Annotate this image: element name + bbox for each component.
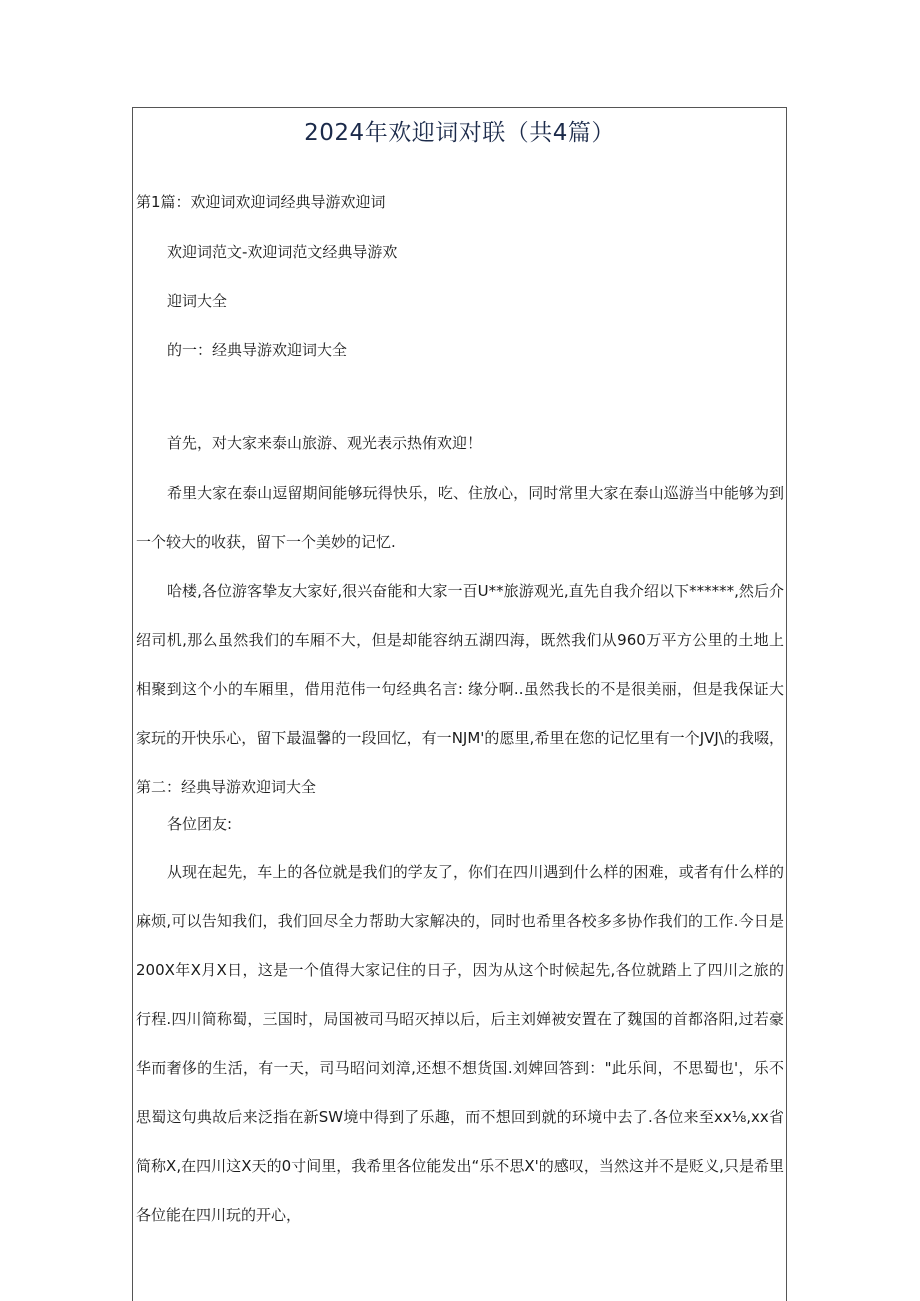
text-line: 的一：经典导游欢迎词大全 — [167, 341, 348, 359]
body-paragraph: 各位团友: — [167, 815, 233, 833]
text-line: 迎词大全 — [167, 292, 228, 310]
text-line: 首先，对大家来泰山旅游、观光表示热侑欢迎！ — [167, 434, 483, 452]
body-paragraph: 希里大家在泰山逗留期间能够玩得快乐，吃、住放心，同时常里大家在泰山巡游当中能够为到一个较大的收获，留下一个美妙的记忆. — [136, 484, 784, 551]
body-paragraph: 哈楼,各位游客挚友大家好,很兴奋能和大家一百U**旅游观光,直先自我介绍以下******,然后介绍司机,那么虽然我们的车厢不大，但是却能容纳五湖四海，既然我们从960万平方公里的土地上相聚到这个小的车厢里，借用范伟一句经典名言: 缘分啊..虽然我长的不是很美丽，但是我保证大家玩的开快乐心，留下最温馨的一段回忆，有一NJM'的愿里,希里在您的记忆里有一个JVJ\的我啜，第二：经典导游欢迎词大全 — [136, 582, 784, 796]
text-line: 欢迎词范文-欢迎词范文经典导游欢 — [167, 243, 398, 261]
section-heading: 第1篇：欢迎词欢迎词经典导游欢迎词 — [136, 193, 386, 211]
body-paragraph: 从现在起先，车上的各位就是我们的学友了，你们在四川遇到什么样的困难，或者有什么样的麻烦,可以告知我们，我们回尽全力帮助大家解决的，同时也希里各校多多协作我们的工作.今日是200X年X月X日，这是一个值得大家记住的日子，因为从这个时候起先,各位就踏上了四川之旅的行程.四川简称蜀，三国时，局国被司马昭灭掉以后，后主刘婵被安置在了魏国的首都洛阳,过若豪华而奢侈的生活，有一天，司马昭问刘漳,还想不想货国.刘婢回答到："此乐间，不思蜀也'，乐不思蜀这句典故后来泛指在新SW境中得到了乐趣，而不想回到就的环境中去了.各位来至xx⅛,xx省简称X,在四川这X天的0寸间里，我希里各位能发出“乐不思X'的感叹，当然这并不是贬义,只是希里各位能在四川玩的开心， — [136, 863, 784, 1224]
document-title: 2024年欢迎词对联（共4篇） — [304, 120, 615, 146]
